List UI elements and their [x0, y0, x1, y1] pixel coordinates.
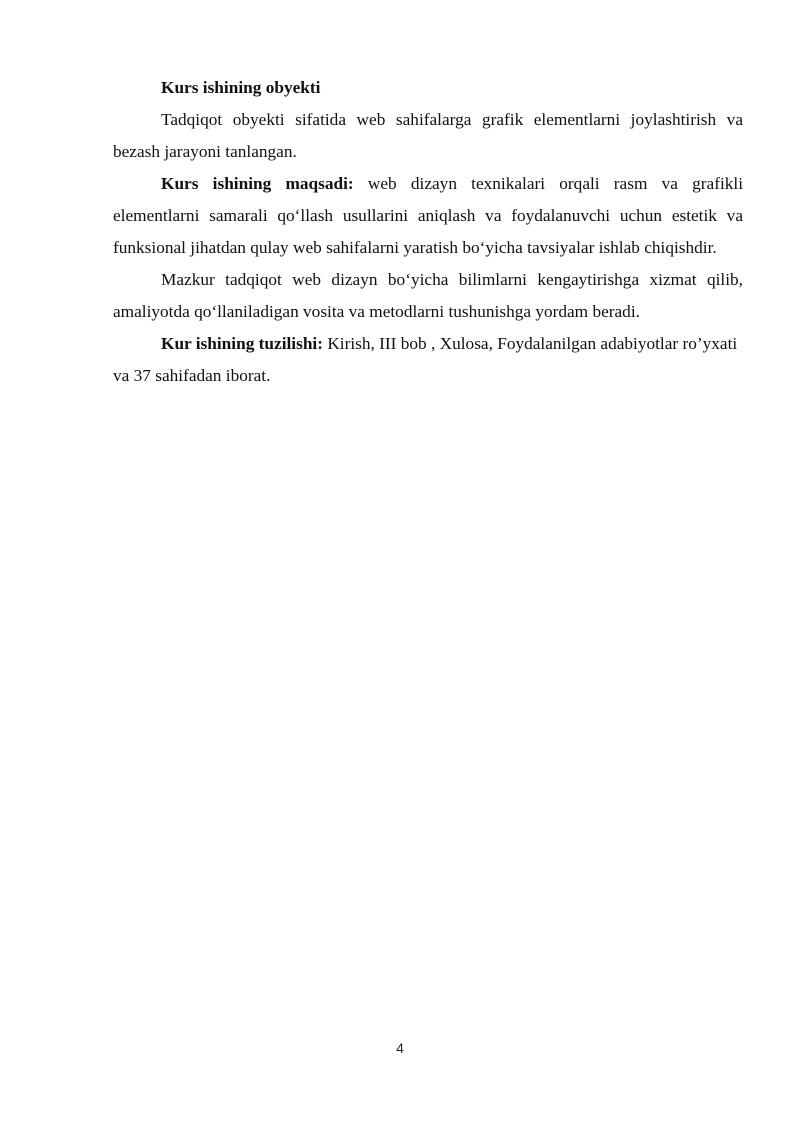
goal-text: web dizayn texnikalari orqali rasm va grafikli elementlarni samarali qo‘llash usullarini aniqlash va foydalanuvchi uchun estetik va funksional jihatdan qulay web sahifalarni yaratish bo‘yicha tavsiyalar ishlab chiqishdir. [113, 174, 743, 257]
object-paragraph: Tadqiqot obyekti sifatida web sahifalarga grafik elementlarni joylashtirish va bezash jarayoni tanlangan. [113, 110, 743, 161]
goal-label: Kurs ishining maqsadi: [161, 174, 354, 193]
page-content [113, 72, 743, 392]
structure-text: Kirish, III bob , Xulosa, Foydalanilgan adabiyotlar ro’yxati va 37 sahifadan iborat. [113, 334, 738, 385]
structure-label: Kur ishining tuzilishi: [161, 334, 323, 353]
section-heading-object: Kurs ishining obyekti [161, 78, 321, 97]
goal-paragraph [113, 168, 743, 264]
structure-paragraph [113, 328, 743, 392]
page-number: 4 [396, 1040, 404, 1056]
significance-paragraph: Mazkur tadqiqot web dizayn bo‘yicha bilimlarni kengaytirishga xizmat qilib, amaliyotda qo‘llaniladigan vosita va metodlarni tushunishga yordam beradi. [113, 270, 743, 321]
